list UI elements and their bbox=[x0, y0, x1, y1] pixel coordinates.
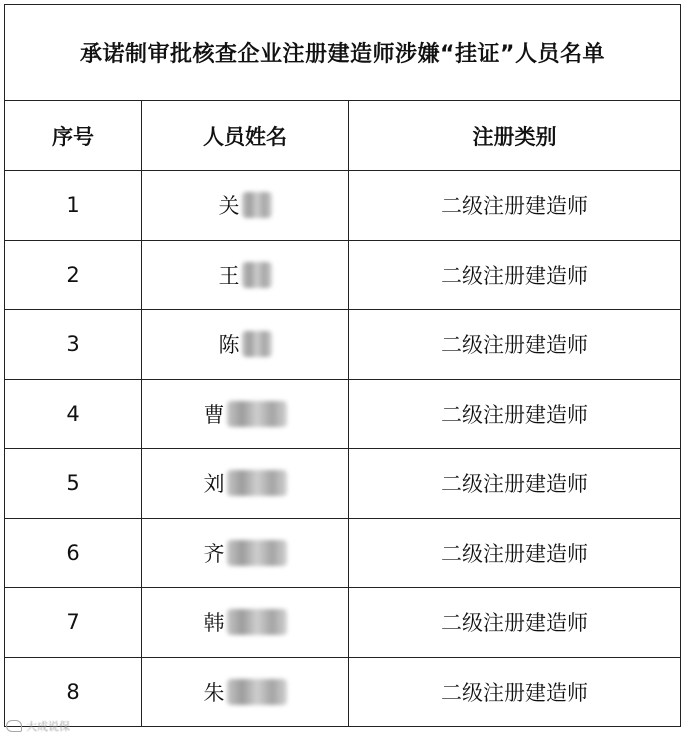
redaction-blur bbox=[242, 192, 272, 218]
redacted-name bbox=[204, 538, 287, 568]
cell-category: 二级注册建造师 bbox=[349, 310, 681, 380]
table-row bbox=[5, 310, 681, 380]
surname-text: 关 bbox=[218, 194, 240, 219]
cell-category: 二级注册建造师 bbox=[349, 240, 681, 310]
watermark bbox=[6, 718, 70, 734]
surname-text: 齐 bbox=[203, 541, 225, 566]
surname-text: 韩 bbox=[203, 611, 225, 636]
redacted-name bbox=[204, 399, 287, 429]
redacted-name bbox=[219, 190, 272, 220]
cell-category: 二级注册建造师 bbox=[349, 657, 681, 727]
cell-category: 二级注册建造师 bbox=[349, 171, 681, 241]
cell-no: 2 bbox=[5, 240, 142, 310]
cell-name bbox=[142, 588, 349, 658]
cell-name bbox=[142, 240, 349, 310]
table-row bbox=[5, 518, 681, 588]
document-title: 承诺制审批核查企业注册建造师涉嫌“挂证”人员名单 bbox=[5, 5, 681, 101]
table-row bbox=[5, 657, 681, 727]
surname-text: 刘 bbox=[203, 472, 225, 497]
table-row bbox=[5, 379, 681, 449]
speech-bubble-icon bbox=[6, 720, 22, 732]
redaction-blur bbox=[227, 679, 287, 705]
table-row bbox=[5, 588, 681, 658]
cell-name bbox=[142, 657, 349, 727]
cell-name bbox=[142, 310, 349, 380]
cell-category: 二级注册建造师 bbox=[349, 449, 681, 519]
surname-text: 朱 bbox=[203, 680, 225, 705]
redacted-name bbox=[204, 677, 287, 707]
redaction-blur bbox=[242, 331, 272, 357]
title-row bbox=[5, 5, 681, 101]
redaction-blur bbox=[242, 262, 272, 288]
surname-text: 陈 bbox=[218, 333, 240, 358]
cell-name bbox=[142, 171, 349, 241]
redaction-blur bbox=[227, 401, 287, 427]
table-row bbox=[5, 449, 681, 519]
header-row bbox=[5, 101, 681, 171]
cell-no: 3 bbox=[5, 310, 142, 380]
cell-no: 7 bbox=[5, 588, 142, 658]
redacted-name bbox=[204, 607, 287, 637]
cell-no: 5 bbox=[5, 449, 142, 519]
header-name: 人员姓名 bbox=[142, 101, 349, 171]
cell-name bbox=[142, 518, 349, 588]
table-row bbox=[5, 240, 681, 310]
cell-name bbox=[142, 379, 349, 449]
cell-no: 4 bbox=[5, 379, 142, 449]
redaction-blur bbox=[227, 540, 287, 566]
surname-text: 曹 bbox=[203, 402, 225, 427]
cell-category: 二级注册建造师 bbox=[349, 518, 681, 588]
redaction-blur bbox=[227, 470, 287, 496]
cell-name bbox=[142, 449, 349, 519]
table-row bbox=[5, 171, 681, 241]
redacted-name bbox=[219, 260, 272, 290]
watermark-text: 大成说保 bbox=[26, 720, 70, 733]
cell-no: 6 bbox=[5, 518, 142, 588]
surname-text: 王 bbox=[218, 263, 240, 288]
redacted-name bbox=[204, 468, 287, 498]
cell-no: 1 bbox=[5, 171, 142, 241]
redacted-name bbox=[219, 329, 272, 359]
personnel-list-table bbox=[4, 4, 681, 727]
header-category: 注册类别 bbox=[349, 101, 681, 171]
redaction-blur bbox=[227, 609, 287, 635]
header-no: 序号 bbox=[5, 101, 142, 171]
cell-category: 二级注册建造师 bbox=[349, 588, 681, 658]
cell-no: 8 bbox=[5, 657, 142, 727]
cell-category: 二级注册建造师 bbox=[349, 379, 681, 449]
